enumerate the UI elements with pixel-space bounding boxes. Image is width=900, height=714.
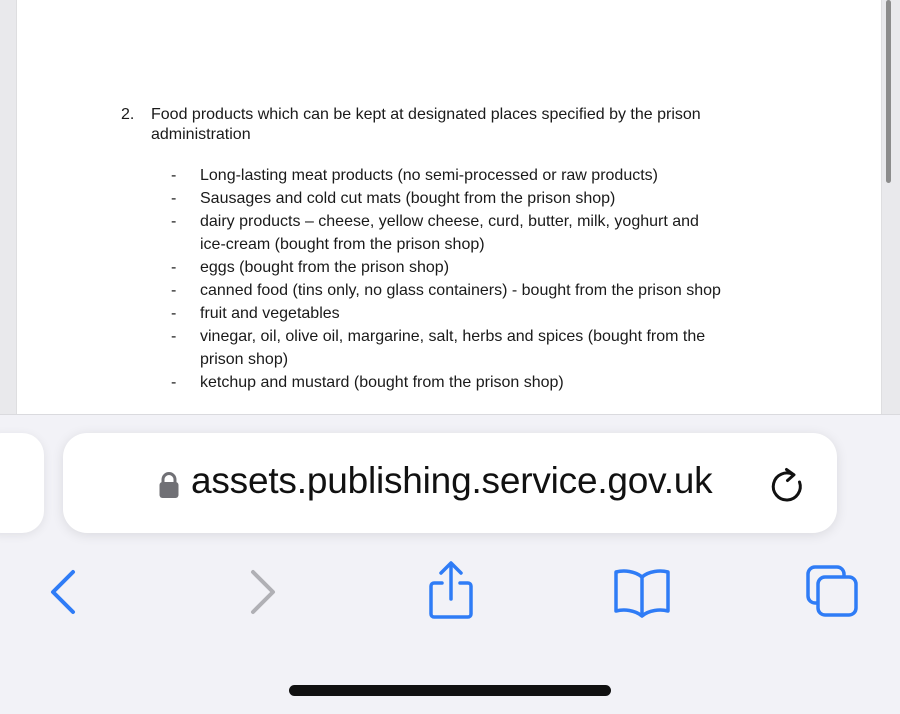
list-item-text-continued: ice-cream (bought from the prison shop) xyxy=(200,236,485,253)
section-number: 2. xyxy=(121,106,135,123)
section-title: Food products which can be kept at designated places specified by the prison administration xyxy=(151,106,701,143)
list-item xyxy=(169,371,809,394)
bullet-dash: - xyxy=(171,374,177,391)
url-text[interactable]: assets.publishing.service.gov.uk xyxy=(191,460,713,501)
list-item-text-continued: prison shop) xyxy=(200,351,289,368)
list-item xyxy=(169,279,809,302)
bullet-dash: - xyxy=(171,213,177,230)
browser-toolbar xyxy=(0,414,900,714)
list-item xyxy=(169,325,809,371)
list-item xyxy=(169,187,809,210)
list-item xyxy=(169,302,809,325)
bullet-dash: - xyxy=(171,328,177,345)
list-item-text: ketchup and mustard (bought from the prison shop) xyxy=(200,374,564,391)
list-item xyxy=(169,256,809,279)
pdf-page xyxy=(17,0,881,414)
lock-icon xyxy=(158,471,180,499)
list-item xyxy=(169,164,809,187)
bullet-dash: - xyxy=(171,190,177,207)
bookmarks-icon[interactable] xyxy=(612,565,672,619)
scrollbar[interactable] xyxy=(886,0,891,183)
previous-tab-address-card[interactable] xyxy=(0,433,44,533)
tabs-icon[interactable] xyxy=(802,563,862,621)
bullet-dash: - xyxy=(171,259,177,276)
list-item-text: eggs (bought from the prison shop) xyxy=(200,259,450,276)
list-item-text: canned food (tins only, no glass containers) - bought from the prison shop xyxy=(200,282,721,299)
list-item-text: dairy products – cheese, yellow cheese, curd, butter, milk, yoghurt and xyxy=(200,213,699,230)
bullet-dash: - xyxy=(171,305,177,322)
back-icon[interactable] xyxy=(38,565,92,619)
bullet-dash: - xyxy=(171,167,177,184)
list-item-text: fruit and vegetables xyxy=(200,305,340,322)
home-indicator xyxy=(289,685,611,696)
list-item-text: Long-lasting meat products (no semi-processed or raw products) xyxy=(200,167,658,184)
food-list xyxy=(169,164,809,394)
reload-icon[interactable] xyxy=(766,465,808,507)
bullet-dash: - xyxy=(171,282,177,299)
list-item-text: vinegar, oil, olive oil, margarine, salt, herbs and spices (bought from the xyxy=(200,328,706,345)
list-item xyxy=(169,210,809,256)
list-item-text: Sausages and cold cut mats (bought from the prison shop) xyxy=(200,190,616,207)
forward-icon[interactable] xyxy=(234,565,288,619)
share-icon[interactable] xyxy=(424,559,478,621)
